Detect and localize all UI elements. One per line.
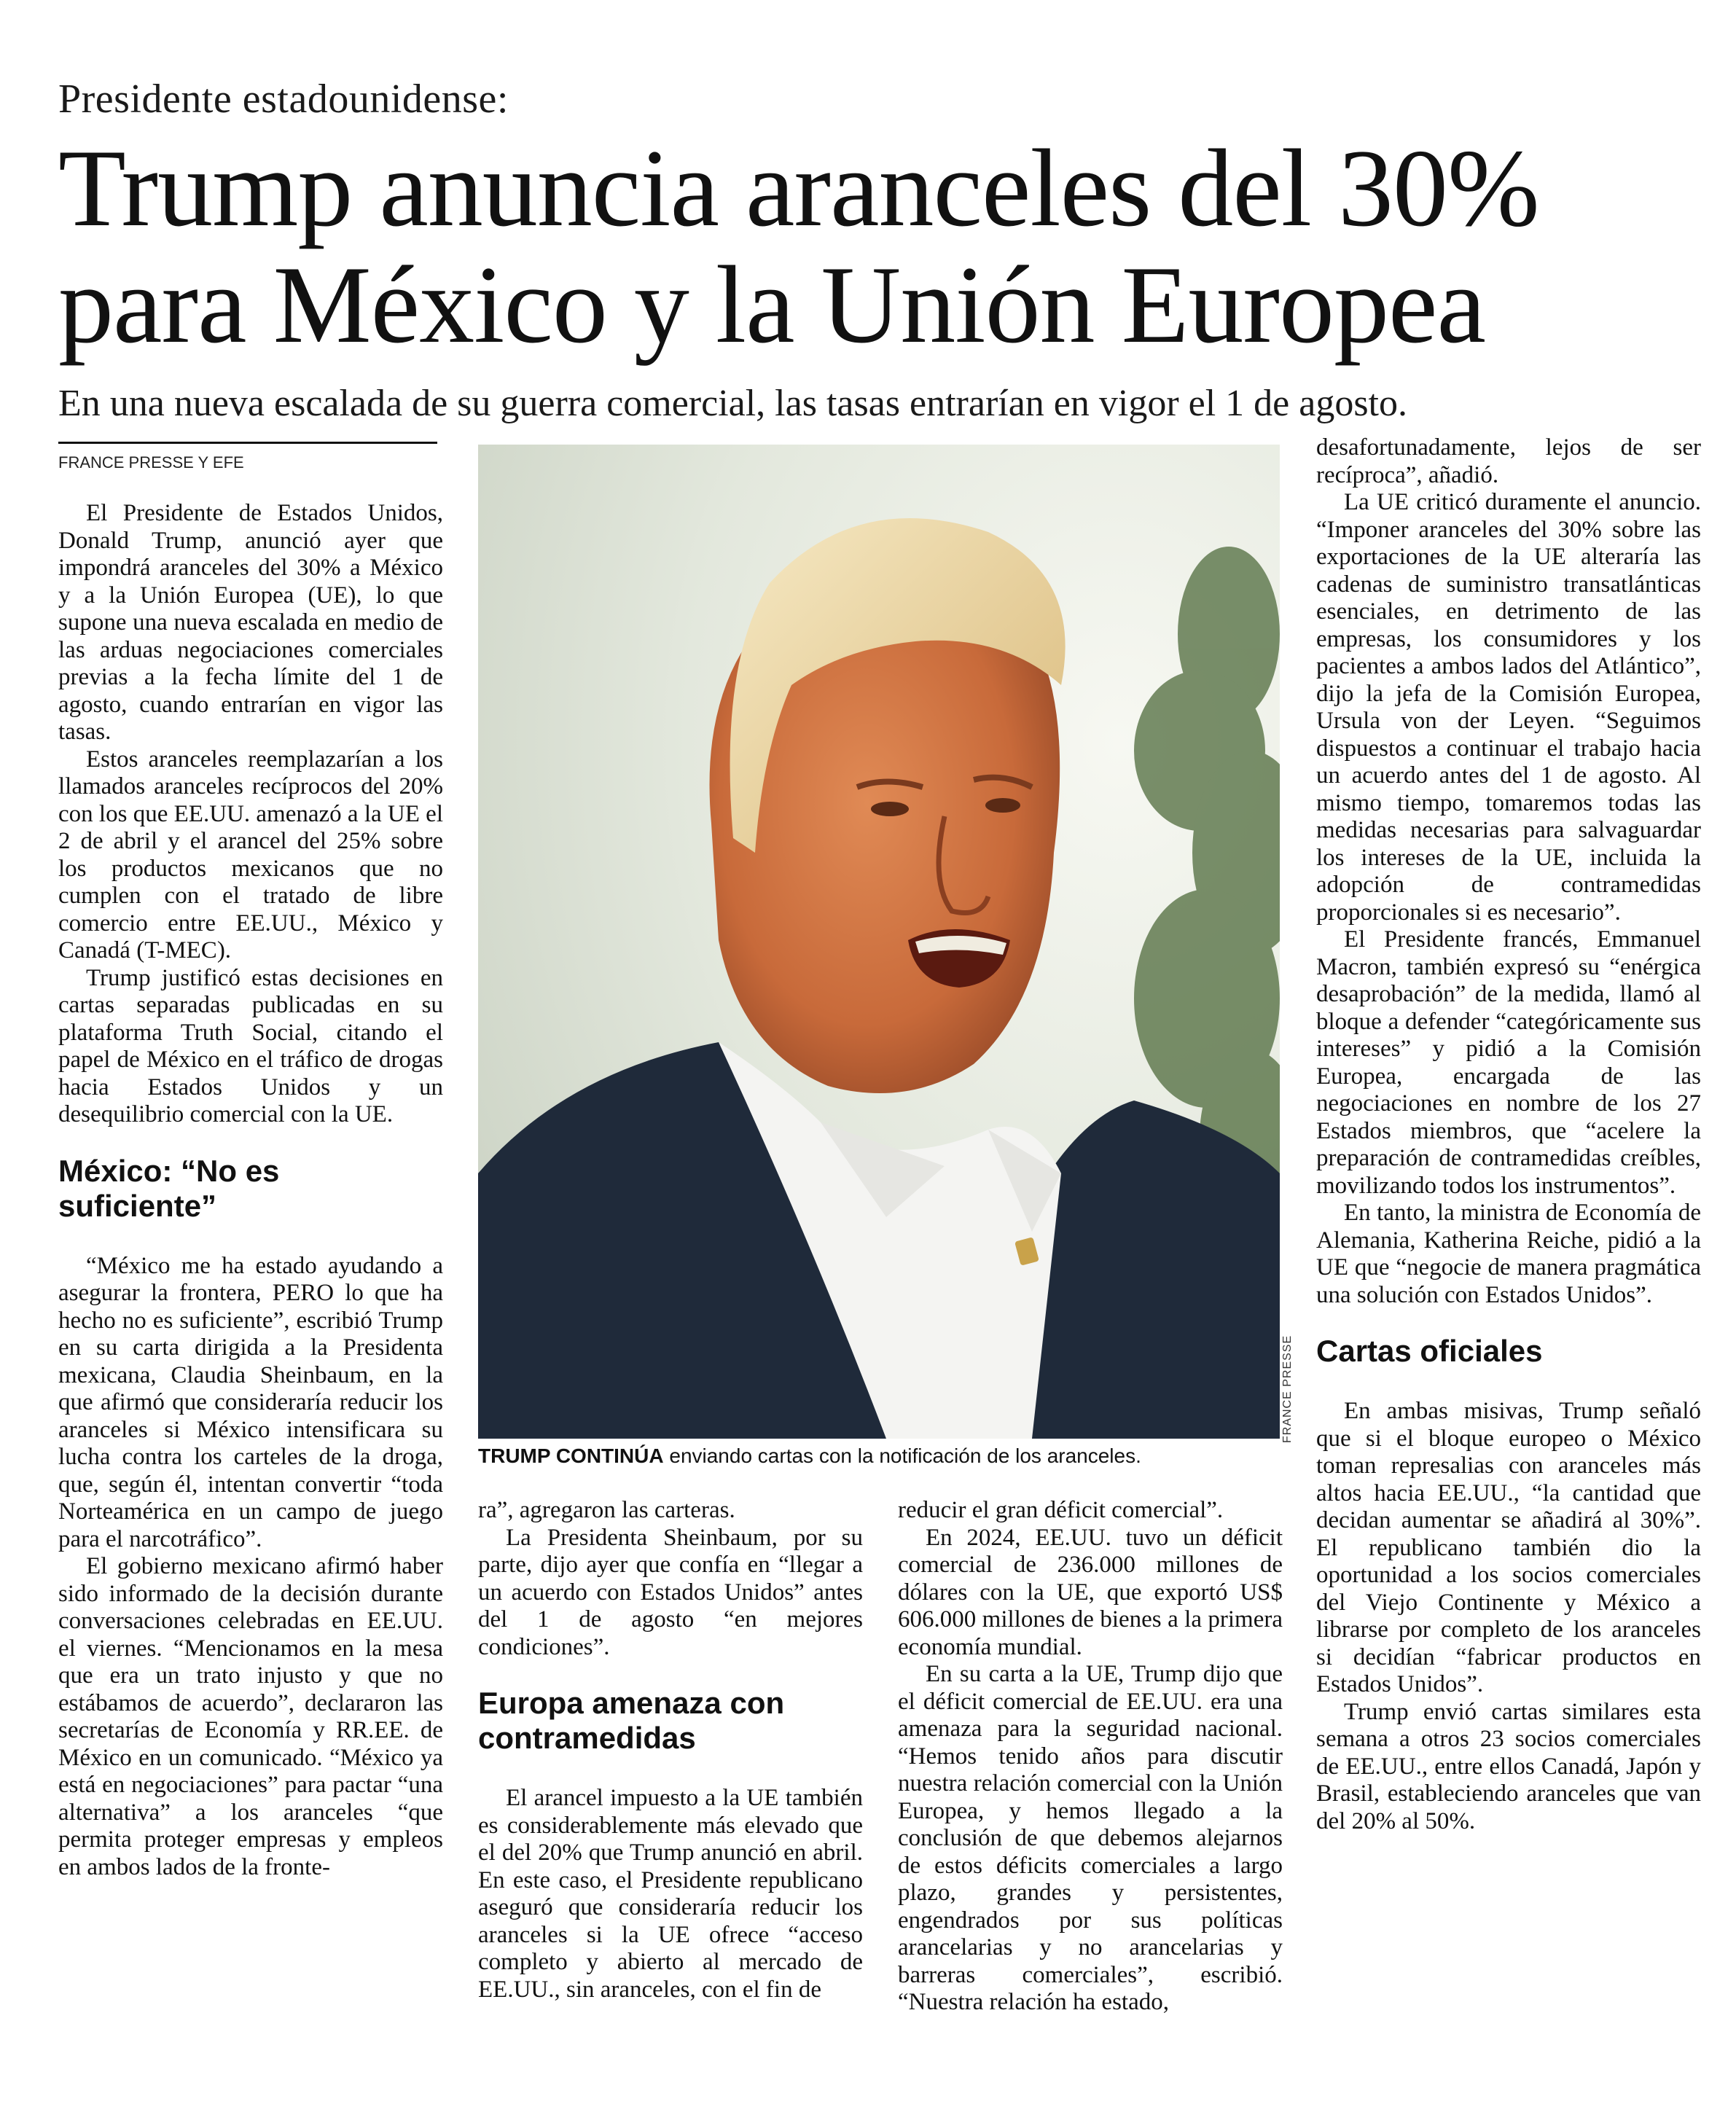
- photo-caption: [478, 1444, 1294, 1468]
- trump-portrait-image: [478, 445, 1280, 1439]
- article-column-1: [58, 500, 443, 1881]
- headline: Trump anuncia aranceles del 30% para México y la Unión Europea: [58, 127, 1539, 366]
- paragraph: En ambas misivas, Trump señaló que si el bloque europeo o México toman represalias con aranceles más altos hacia EE.UU., “la cantidad que decidan aumentar se añadirá al 30%”. El republicano también dio la oportunidad a los socios comerciales del Viejo Continente y México a librarse por completo de los aranceles si decidían “fabricar productos en Estados Unidos”.: [1316, 1398, 1701, 1697]
- article-column-2: [478, 1497, 863, 2003]
- paragraph: En tanto, la ministra de Economía de Alemania, Katherina Reiche, pidió a la UE que “negocie de manera pragmática una solución con Estados Unidos”.: [1316, 1200, 1701, 1308]
- paragraph: Trump envió cartas similares esta semana a otros 23 socios comerciales de EE.UU., entre ellos Canadá, Japón y Brasil, estableciendo aranceles que van del 20% al 50%.: [1316, 1698, 1701, 1834]
- paragraph: El Presidente francés, Emmanuel Macron, también expresó su “enérgica desaprobación” de la medida, llamó al bloque a defender “categóricamente sus intereses” y pidió a la Comisión Europea, encargada de las negociaciones en nombre de los 27 Estados miembros, que “acelere la preparación de contramedidas creíbles, movilizando todos los instrumentos”.: [1316, 926, 1701, 1199]
- paragraph: El gobierno mexicano afirmó haber sido informado de la decisión durante conversaciones celebradas en EE.UU. el viernes. “Mencionamos en la mesa que era un trato injusto y que no estábamos de acuerdo”, declararon las secretarías de Economía y RR.EE. de México en un comunicado. “México ya está en negociaciones” para pactar “una alternativa” a los aranceles “que permita proteger empresas y empleos en ambos lados de la fronte-: [58, 1553, 443, 1880]
- paragraph: El arancel impuesto a la UE también es considerablemente más elevado que el del 20% que Trump anunció en abril. En este caso, el Presidente republicano aseguró que consideraría reducir los aranceles si la UE ofrece “acceso completo y abierto al mercado de EE.UU., sin aranceles, con el fin de: [478, 1785, 863, 2003]
- subheading-cartas: Cartas oficiales: [1316, 1334, 1543, 1368]
- paragraph: Trump justificó estas decisiones en cartas separadas publicadas en su plataforma Truth Social, citando el papel de México en el tráfico de drogas hacia Estados Unidos y un desequilibrio comercial con la UE.: [58, 964, 443, 1127]
- article-column-3: [898, 1497, 1283, 2017]
- byline: FRANCE PRESSE Y EFE: [58, 453, 244, 472]
- byline-rule: [58, 442, 437, 444]
- paragraph: desafortunadamente, lejos de ser recíproca”, añadió.: [1316, 434, 1701, 488]
- paragraph: El Presidente de Estados Unidos, Donald Trump, anunció ayer que impondrá aranceles del 30% a México y a la Unión Europea (UE), lo que supone una nueva escalada en medio de las arduas negociaciones comerciales previas a la fecha límite del 1 de agosto, cuando entrarían en vigor las tasas.: [58, 500, 443, 745]
- paragraph: En 2024, EE.UU. tuvo un déficit comercial de 236.000 millones de dólares con la UE, que exportó US$ 606.000 millones de bienes a la primera economía mundial.: [898, 1524, 1283, 1660]
- paragraph: ra”, agregaron las carteras.: [478, 1497, 735, 1523]
- photo-credit: FRANCE PRESSE: [1281, 1334, 1294, 1443]
- kicker: Presidente estadounidense:: [58, 77, 509, 122]
- subheading-europa: Europa amenaza con contramedidas: [478, 1686, 785, 1755]
- paragraph: La Presidenta Sheinbaum, por su parte, dijo ayer que confía en “llegar a un acuerdo con Estados Unidos” antes del 1 de agosto “en mejores condiciones”.: [478, 1524, 863, 1660]
- subheading-mexico: México: “No es suficiente”: [58, 1153, 280, 1223]
- paragraph: La UE criticó duramente el anuncio. “Imponer aranceles del 30% sobre las exportaciones de la UE alteraría las cadenas de suministro transatlánticas esenciales, en detrimento de las empresas, los consumidores y los pacientes a ambos lados del Atlántico”, dijo la jefa de la Comisión Europea, Ursula von der Leyen. “Seguimos dispuestos a continuar el trabajo hacia un acuerdo antes del 1 de agosto. Al mismo tiempo, tomaremos todas las medidas necesarias para salvaguardar los intereses de la UE, incluida la adopción de contramedidas proporcionales si es necesario”.: [1316, 489, 1701, 926]
- article-column-4: [1316, 434, 1701, 1835]
- paragraph: En su carta a la UE, Trump dijo que el déficit comercial de EE.UU. era una amenaza para la seguridad nacional. “Hemos tenido años para discutir nuestra relación comercial con la Unión Europea, y hemos llegado a la conclusión de que debemos alejarnos de estos déficits comerciales a largo plazo, grandes y persistentes, engendrados por sus políticas arancelarias y no arancelarias y barreras comerciales”, escribió. “Nuestra relación ha estado,: [898, 1661, 1283, 2015]
- caption-lead: TRUMP CONTINÚA: [478, 1444, 664, 1467]
- paragraph: “México me ha estado ayudando a asegurar la frontera, PERO lo que ha hecho no es suficiente”, escribió Trump en su carta dirigida a la Presidenta mexicana, Claudia Sheinbaum, en la que afirmó que consideraría reducir los aranceles si México intensificara su lucha contra los carteles de la droga, que, según él, intentan convertir “toda Norteamérica en un campo de juego para el narcotráfico”.: [58, 1252, 443, 1552]
- paragraph: Estos aranceles reemplazarían a los llamados aranceles recíprocos del 20% con los que EE.UU. amenazó a la UE el 2 de abril y el arancel del 25% sobre los productos mexicanos que no cumplen con el tratado de libre comercio entre EE.UU., México y Canadá (T-MEC).: [58, 746, 443, 963]
- paragraph: reducir el gran déficit comercial”.: [898, 1497, 1224, 1523]
- caption-text: enviando cartas con la notificación de los aranceles.: [663, 1444, 1141, 1467]
- trump-photo: [478, 445, 1280, 1439]
- deck: En una nueva escalada de su guerra comercial, las tasas entrarían en vigor el 1 de agosto.: [58, 383, 1408, 424]
